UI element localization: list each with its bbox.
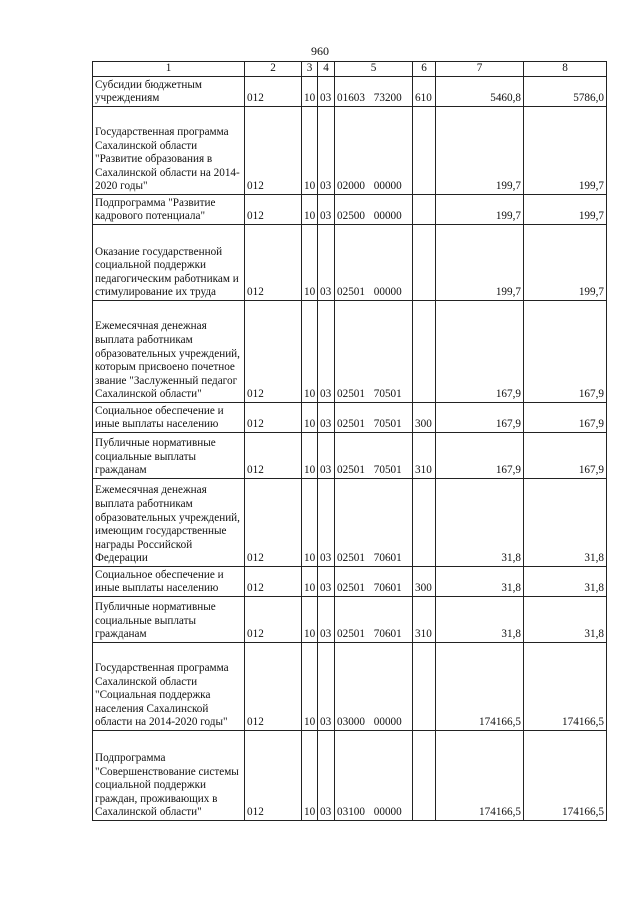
column-header: 1 bbox=[93, 62, 245, 77]
item-name: Публичные нормативные социальные выплаты гражданам bbox=[93, 597, 245, 643]
amount-col8: 199,7 bbox=[524, 107, 607, 195]
amount-col7: 199,7 bbox=[436, 107, 524, 195]
section-code: 10 bbox=[302, 301, 318, 403]
header-row bbox=[93, 62, 607, 77]
section-code: 10 bbox=[302, 225, 318, 301]
target-code: 03100 00000 bbox=[335, 731, 413, 821]
column-header: 6 bbox=[413, 62, 436, 77]
expense-type-code bbox=[413, 225, 436, 301]
admin-code: 012 bbox=[245, 567, 302, 597]
table-row bbox=[93, 225, 607, 301]
amount-col8: 5786,0 bbox=[524, 77, 607, 107]
amount-col7: 31,8 bbox=[436, 567, 524, 597]
table-row bbox=[93, 479, 607, 567]
admin-code: 012 bbox=[245, 195, 302, 225]
item-name: Субсидии бюджетным учреждениям bbox=[93, 77, 245, 107]
section-code: 10 bbox=[302, 107, 318, 195]
subsection-code: 03 bbox=[318, 301, 335, 403]
table-row bbox=[93, 643, 607, 731]
table-row bbox=[93, 301, 607, 403]
amount-col7: 199,7 bbox=[436, 225, 524, 301]
admin-code: 012 bbox=[245, 597, 302, 643]
item-name: Социальное обеспечение и иные выплаты населению bbox=[93, 567, 245, 597]
amount-col7: 167,9 bbox=[436, 433, 524, 479]
item-name: Социальное обеспечение и иные выплаты населению bbox=[93, 403, 245, 433]
target-code: 01603 73200 bbox=[335, 77, 413, 107]
target-code: 02000 00000 bbox=[335, 107, 413, 195]
table-row bbox=[93, 195, 607, 225]
admin-code: 012 bbox=[245, 225, 302, 301]
amount-col8: 199,7 bbox=[524, 195, 607, 225]
admin-code: 012 bbox=[245, 433, 302, 479]
subsection-code: 03 bbox=[318, 643, 335, 731]
subsection-code: 03 bbox=[318, 731, 335, 821]
subsection-code: 03 bbox=[318, 479, 335, 567]
table-row bbox=[93, 567, 607, 597]
target-code: 02501 70601 bbox=[335, 479, 413, 567]
expense-type-code bbox=[413, 107, 436, 195]
section-code: 10 bbox=[302, 731, 318, 821]
target-code: 02501 70501 bbox=[335, 301, 413, 403]
target-code: 02500 00000 bbox=[335, 195, 413, 225]
subsection-code: 03 bbox=[318, 225, 335, 301]
expense-type-code bbox=[413, 301, 436, 403]
amount-col7: 31,8 bbox=[436, 597, 524, 643]
item-name: Публичные нормативные социальные выплаты гражданам bbox=[93, 433, 245, 479]
expense-type-code bbox=[413, 195, 436, 225]
column-header: 4 bbox=[318, 62, 335, 77]
section-code: 10 bbox=[302, 195, 318, 225]
subsection-code: 03 bbox=[318, 107, 335, 195]
item-name: Государственная программа Сахалинской области "Развитие образования в Сахалинской области на 2014-2020 годы" bbox=[93, 107, 245, 195]
budget-table bbox=[92, 61, 607, 821]
section-code: 10 bbox=[302, 77, 318, 107]
amount-col7: 199,7 bbox=[436, 195, 524, 225]
section-code: 10 bbox=[302, 433, 318, 479]
subsection-code: 03 bbox=[318, 77, 335, 107]
expense-type-code bbox=[413, 731, 436, 821]
amount-col8: 31,8 bbox=[524, 597, 607, 643]
expense-type-code: 310 bbox=[413, 433, 436, 479]
item-name: Ежемесячная денежная выплата работникам образовательных учреждений, которым присвоено почетное звание "Заслуженный педагог Сахалинской области" bbox=[93, 301, 245, 403]
column-header: 3 bbox=[302, 62, 318, 77]
admin-code: 012 bbox=[245, 643, 302, 731]
admin-code: 012 bbox=[245, 77, 302, 107]
subsection-code: 03 bbox=[318, 195, 335, 225]
amount-col8: 167,9 bbox=[524, 301, 607, 403]
target-code: 03000 00000 bbox=[335, 643, 413, 731]
admin-code: 012 bbox=[245, 107, 302, 195]
expense-type-code bbox=[413, 479, 436, 567]
admin-code: 012 bbox=[245, 403, 302, 433]
amount-col8: 31,8 bbox=[524, 567, 607, 597]
subsection-code: 03 bbox=[318, 567, 335, 597]
amount-col7: 174166,5 bbox=[436, 643, 524, 731]
target-code: 02501 70501 bbox=[335, 403, 413, 433]
amount-col7: 167,9 bbox=[436, 301, 524, 403]
expense-type-code bbox=[413, 643, 436, 731]
target-code: 02501 70601 bbox=[335, 597, 413, 643]
item-name: Ежемесячная денежная выплата работникам образовательных учреждений, имеющим государственные награды Российской Федерации bbox=[93, 479, 245, 567]
target-code: 02501 70601 bbox=[335, 567, 413, 597]
expense-type-code: 300 bbox=[413, 567, 436, 597]
expense-type-code: 310 bbox=[413, 597, 436, 643]
page-number: 960 bbox=[311, 44, 329, 58]
item-name: Подпрограмма "Совершенствование системы социальной поддержки граждан, проживающих в Сахалинской области" bbox=[93, 731, 245, 821]
table-row bbox=[93, 77, 607, 107]
amount-col7: 174166,5 bbox=[436, 731, 524, 821]
expense-type-code: 610 bbox=[413, 77, 436, 107]
item-name: Подпрограмма "Развитие кадрового потенциала" bbox=[93, 195, 245, 225]
admin-code: 012 bbox=[245, 731, 302, 821]
section-code: 10 bbox=[302, 567, 318, 597]
amount-col7: 31,8 bbox=[436, 479, 524, 567]
amount-col7: 5460,8 bbox=[436, 77, 524, 107]
amount-col8: 167,9 bbox=[524, 403, 607, 433]
table-row bbox=[93, 597, 607, 643]
amount-col8: 31,8 bbox=[524, 479, 607, 567]
column-header: 8 bbox=[524, 62, 607, 77]
table-row bbox=[93, 107, 607, 195]
amount-col8: 167,9 bbox=[524, 433, 607, 479]
section-code: 10 bbox=[302, 597, 318, 643]
amount-col8: 199,7 bbox=[524, 225, 607, 301]
target-code: 02501 00000 bbox=[335, 225, 413, 301]
column-header: 2 bbox=[245, 62, 302, 77]
item-name: Оказание государственной социальной поддержки педагогическим работникам и стимулирование их труда bbox=[93, 225, 245, 301]
amount-col7: 167,9 bbox=[436, 403, 524, 433]
section-code: 10 bbox=[302, 643, 318, 731]
admin-code: 012 bbox=[245, 301, 302, 403]
amount-col8: 174166,5 bbox=[524, 731, 607, 821]
subsection-code: 03 bbox=[318, 403, 335, 433]
subsection-code: 03 bbox=[318, 597, 335, 643]
target-code: 02501 70501 bbox=[335, 433, 413, 479]
section-code: 10 bbox=[302, 403, 318, 433]
table-row bbox=[93, 731, 607, 821]
admin-code: 012 bbox=[245, 479, 302, 567]
subsection-code: 03 bbox=[318, 433, 335, 479]
column-header: 7 bbox=[436, 62, 524, 77]
amount-col8: 174166,5 bbox=[524, 643, 607, 731]
table-row bbox=[93, 433, 607, 479]
column-header: 5 bbox=[335, 62, 413, 77]
expense-type-code: 300 bbox=[413, 403, 436, 433]
table-row bbox=[93, 403, 607, 433]
item-name: Государственная программа Сахалинской области "Социальная поддержка населения Сахалинской области на 2014-2020 годы" bbox=[93, 643, 245, 731]
section-code: 10 bbox=[302, 479, 318, 567]
